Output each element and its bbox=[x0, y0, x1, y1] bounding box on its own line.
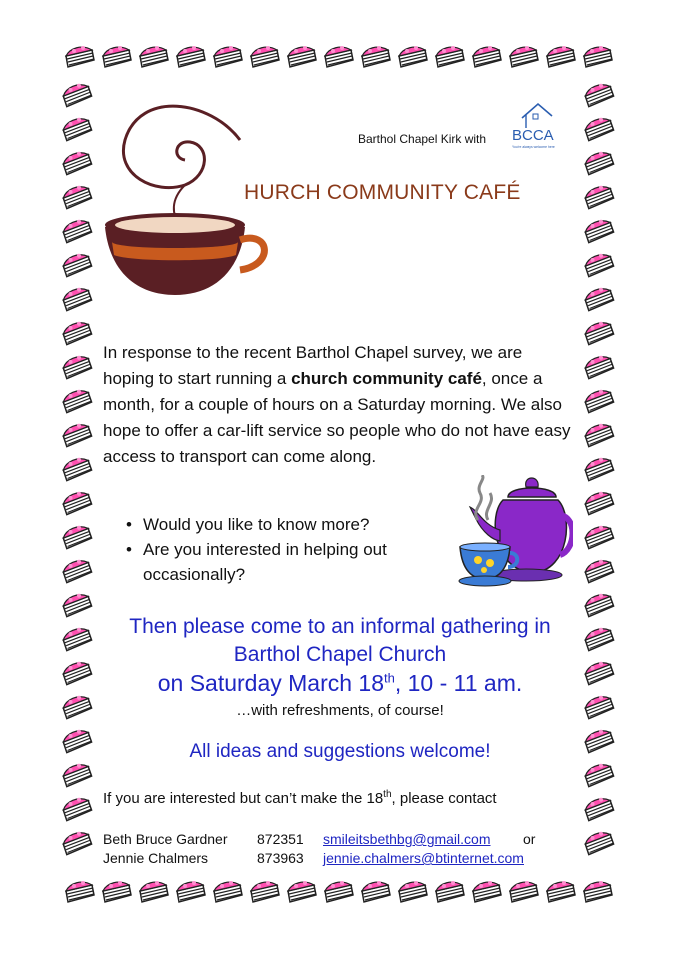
refreshments-note: …with refreshments, of course! bbox=[236, 702, 444, 719]
cake-slice-icon bbox=[584, 881, 612, 902]
cake-slice-icon bbox=[584, 218, 615, 243]
bcca-logo-tagline: You're always welcome here bbox=[512, 145, 555, 149]
contact-phone: 873963 bbox=[257, 850, 304, 866]
invite-date-text: on Saturday March 18 bbox=[157, 670, 385, 696]
cake-slice-icon bbox=[473, 881, 501, 902]
contact-name: Beth Bruce Gardner bbox=[103, 831, 228, 847]
cake-slice-icon bbox=[62, 796, 93, 821]
cake-slice-icon bbox=[62, 728, 93, 753]
invite-date-line bbox=[95, 669, 585, 697]
cake-slice-icon bbox=[584, 558, 615, 583]
cake-slice-icon bbox=[584, 320, 615, 345]
cake-slice-icon bbox=[584, 286, 615, 311]
cake-slice-icon bbox=[62, 592, 93, 617]
contact-or: or bbox=[523, 831, 536, 847]
cake-slice-icon bbox=[62, 116, 93, 141]
cake-slice-icon bbox=[584, 830, 615, 855]
cake-slice-icon bbox=[62, 150, 93, 175]
list-item: • Would you like to know more? bbox=[118, 512, 438, 537]
cake-slice-icon bbox=[510, 881, 538, 902]
cake-slice-icon bbox=[140, 46, 168, 67]
cake-slice-icon bbox=[251, 881, 279, 902]
cake-slice-icon bbox=[584, 490, 615, 515]
cake-slice-icon bbox=[584, 762, 615, 787]
cake-slice-icon bbox=[62, 320, 93, 345]
cake-slice-icon bbox=[584, 456, 615, 481]
cake-slice-icon bbox=[62, 388, 93, 413]
cake-slice-icon bbox=[584, 46, 612, 67]
cake-slice-icon bbox=[584, 524, 615, 549]
invite-time-text: , 10 - 11 am. bbox=[394, 670, 523, 696]
intro-text-1: In response to the recent Barthol Chapel survey, we are hoping to start running a bbox=[103, 343, 523, 388]
cake-slice-icon bbox=[584, 422, 615, 447]
cake-slice-icon bbox=[140, 881, 168, 902]
cake-slice-icon bbox=[510, 46, 538, 67]
invitation-block bbox=[95, 613, 585, 697]
cake-slice-icon bbox=[62, 286, 93, 311]
cake-slice-icon bbox=[62, 82, 93, 107]
cake-slice-icon bbox=[584, 184, 615, 209]
cake-slice-icon bbox=[584, 354, 615, 379]
cake-slice-icon bbox=[325, 46, 353, 67]
contact-intro bbox=[103, 790, 497, 807]
contact-intro-suffix: th bbox=[383, 789, 392, 800]
cake-slice-icon bbox=[103, 46, 131, 67]
cake-slice-icon bbox=[62, 762, 93, 787]
question-list bbox=[118, 512, 438, 587]
cake-slice-icon bbox=[62, 524, 93, 549]
invite-date-suffix: th bbox=[384, 670, 395, 686]
cake-slice-icon bbox=[584, 592, 615, 617]
cake-slice-icon bbox=[62, 830, 93, 855]
cake-slice-icon bbox=[584, 796, 615, 821]
cake-slice-icon bbox=[584, 660, 615, 685]
invite-line-2: Barthol Chapel Church bbox=[233, 643, 447, 666]
cake-slice-icon bbox=[177, 881, 205, 902]
cake-slice-icon bbox=[547, 881, 575, 902]
cake-slice-icon bbox=[62, 456, 93, 481]
bcca-logo-text: BCCA bbox=[512, 127, 554, 144]
cake-slice-icon bbox=[547, 46, 575, 67]
intro-bold-text: church community café bbox=[291, 369, 482, 388]
cake-slice-icon bbox=[62, 626, 93, 651]
cake-slice-icon bbox=[473, 46, 501, 67]
cake-slice-icon bbox=[62, 252, 93, 277]
invite-line-1: Then please come to an informal gathering in bbox=[129, 615, 551, 638]
cake-slice-icon bbox=[66, 46, 94, 67]
cake-slice-icon bbox=[362, 881, 390, 902]
cake-slice-icon bbox=[584, 388, 615, 413]
header-org-text: Barthol Chapel Kirk with bbox=[358, 132, 487, 146]
cake-slice-icon bbox=[362, 46, 390, 67]
cake-slice-icon bbox=[436, 881, 464, 902]
cake-slice-icon bbox=[584, 150, 615, 175]
cake-slice-icon bbox=[62, 558, 93, 583]
cake-slice-icon bbox=[584, 694, 615, 719]
cake-slice-icon bbox=[584, 626, 615, 651]
teapot-illustration bbox=[448, 475, 573, 590]
cake-slice-icon bbox=[436, 46, 464, 67]
cake-slice-icon bbox=[399, 46, 427, 67]
cake-slice-icon bbox=[62, 490, 93, 515]
contact-intro-text-end: , please contact bbox=[391, 790, 497, 807]
cake-slice-icon bbox=[288, 881, 316, 902]
cake-slice-icon bbox=[399, 881, 427, 902]
contact-intro-text: If you are interested but can’t make the 18 bbox=[103, 790, 384, 807]
cake-slice-icon bbox=[62, 660, 93, 685]
cake-slice-icon bbox=[214, 46, 242, 67]
cake-slice-icon bbox=[325, 881, 353, 902]
cake-slice-icon bbox=[62, 184, 93, 209]
cake-slice-icon bbox=[584, 82, 615, 107]
cake-slice-icon bbox=[288, 46, 316, 67]
bcca-logo bbox=[508, 98, 568, 152]
cake-slice-icon bbox=[584, 116, 615, 141]
cake-slice-icon bbox=[584, 252, 615, 277]
page-title: HURCH COMMUNITY CAFÉ bbox=[244, 181, 521, 204]
cake-slice-icon bbox=[62, 694, 93, 719]
intro-paragraph bbox=[103, 340, 573, 470]
cake-slice-icon bbox=[214, 881, 242, 902]
cake-slice-icon bbox=[177, 46, 205, 67]
cake-slice-icon bbox=[62, 422, 93, 447]
cake-slice-icon bbox=[251, 46, 279, 67]
cake-slice-icon bbox=[62, 218, 93, 243]
contact-phone: 872351 bbox=[257, 831, 304, 847]
contact-email-link[interactable]: smileitsbethbg@gmail.com bbox=[323, 831, 491, 847]
cake-slice-icon bbox=[62, 354, 93, 379]
cake-slice-icon bbox=[103, 881, 131, 902]
cake-slice-icon bbox=[584, 728, 615, 753]
cake-slice-icon bbox=[66, 881, 94, 902]
contact-email-link[interactable]: jennie.chalmers@btinternet.com bbox=[323, 850, 524, 866]
intro-text-2: , once a month, for a couple of hours on a Saturday morning. We also hope to offer a car-lift service so people who do not have easy access to transport can come along. bbox=[103, 369, 571, 466]
ideas-welcome-text: All ideas and suggestions welcome! bbox=[189, 741, 491, 762]
list-item: • Are you interested in helping out occasionally? bbox=[118, 537, 438, 587]
contact-name: Jennie Chalmers bbox=[103, 850, 209, 866]
